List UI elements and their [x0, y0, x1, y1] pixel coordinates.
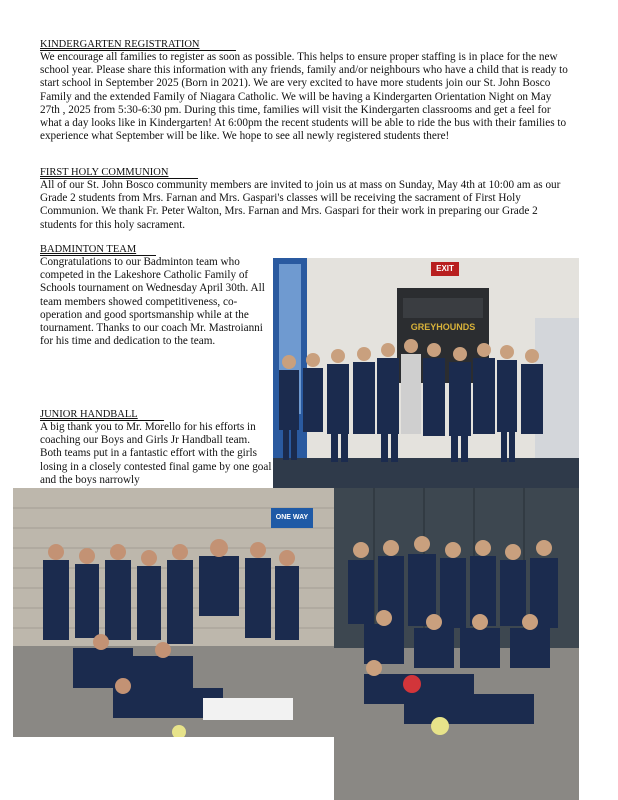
badminton-team-photo — [273, 258, 579, 488]
handball-title: JUNIOR HANDBALL — [40, 409, 138, 420]
badminton-text: Congratulations to our Badminton team who competed in the Lakeshore Catholic Family of Schools tournament on Wednesday April 30th. All team members showed competitiveness, co-operation and good sportsmanship while at the tournament. Thanks to our coach Mr. Mastroianni for his time and dedication to the team. — [40, 256, 265, 348]
girls-handball-team-photo — [13, 488, 349, 737]
boys-handball-team-photo — [334, 488, 579, 800]
handball-text: A big thank you to Mr. Morello for his efforts in coaching our Boys and Girls Jr Handball team. Both teams put in a fantastic effort with the girls losing in a closely contested final game by one goal and the boys narrowly — [40, 421, 272, 486]
one-way-sign: ONE WAY — [275, 514, 309, 521]
kindergarten-text: We encourage all families to register as soon as possible. This helps to ensure proper staffing is in place for the new school year. Please share this information with any friends, family and/or neighbours who have a child that is ready to start school in September 2025 (Born in 2021). We are very excited to have more students join our St. John Bosco Family and the extended Family of Niagara Catholic. We will be having a Kindergarten Orientation Night on May 27th , 2025 from 5:30-6:30 pm. During this time, families will visit the Kindergarten classrooms and get a feel for what a day looks like in Kindergarten! At 6:00pm the recent students will be able to ride the bus with their families to experience what September will be like. We hope to see all newly registered students there! — [40, 51, 568, 143]
badminton-title: BADMINTON TEAM — [40, 244, 137, 255]
blank-footer-area — [0, 737, 334, 800]
communion-title: FIRST HOLY COMMUNION — [40, 167, 169, 178]
communion-text: All of our St. John Bosco community members are invited to join us at mass on Sunday, May 4th at 10:00 am as our Grade 2 students from Mrs. Farnan and Mrs. Gaspari's classes will be receiving the sacrament of First Holy Communion. We thank Fr. Peter Walton, Mrs. Farnan and Mrs. Gaspari for their work in preparing our Grade 2 students for this holy sacrament. — [40, 179, 561, 231]
greyhounds-banner: GREYHOUNDS — [410, 322, 476, 332]
kindergarten-title: KINDERGARTEN REGISTRATION — [40, 39, 200, 50]
exit-sign: EXIT — [436, 264, 454, 273]
